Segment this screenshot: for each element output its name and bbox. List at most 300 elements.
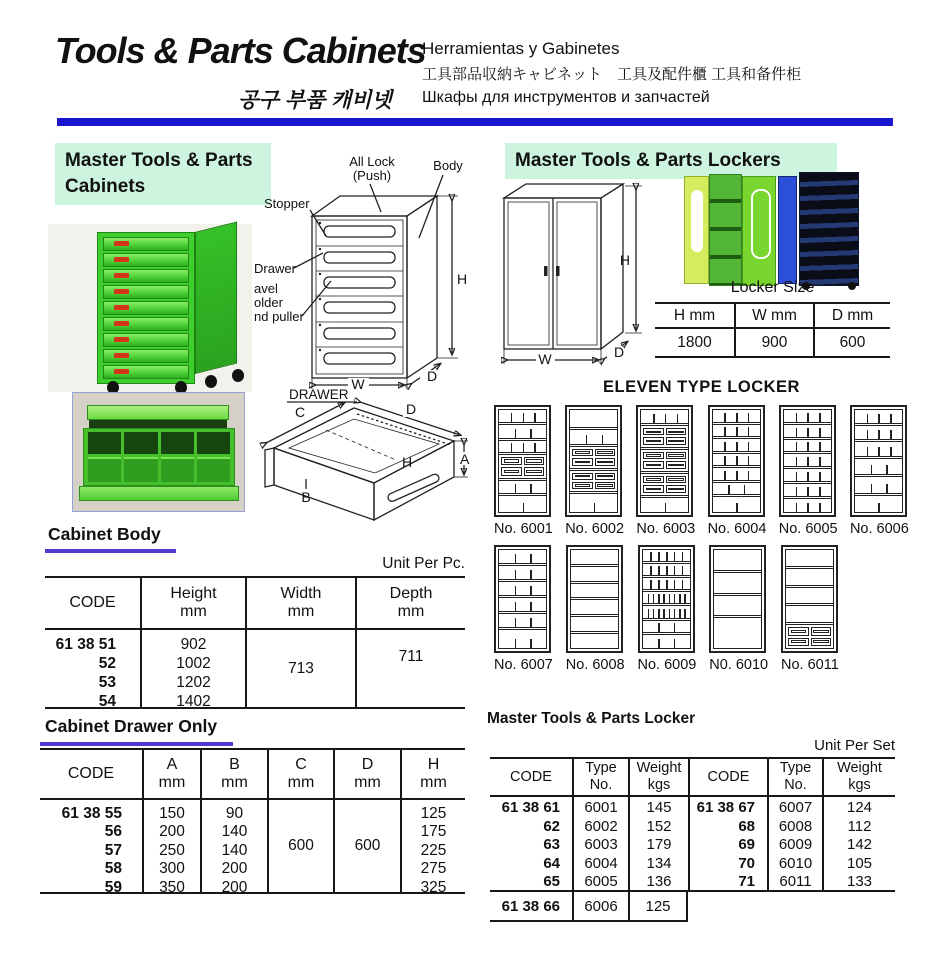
divider-tick	[665, 503, 667, 512]
divider-tick	[736, 456, 738, 465]
value: 200	[221, 860, 248, 878]
drawer-cell	[595, 482, 616, 489]
drawer-cell	[643, 428, 664, 435]
cabinet-photo-drawer	[103, 333, 189, 347]
value: 61 38 66	[501, 897, 560, 915]
divider-tick	[724, 442, 726, 451]
locker-inner	[640, 409, 689, 513]
drawer-photo-compartments-back	[88, 432, 230, 454]
locker-section	[855, 426, 902, 442]
value: 225	[420, 841, 447, 859]
column-header	[688, 759, 767, 797]
locker-size-table	[655, 302, 890, 358]
divider-tick	[736, 442, 738, 451]
divider-tick	[684, 594, 686, 603]
column-header	[140, 578, 245, 630]
column-header	[333, 750, 400, 800]
value: 61 38 61	[501, 799, 560, 816]
column-header	[767, 759, 822, 797]
divider-tick	[515, 484, 517, 493]
divider-tick	[867, 414, 869, 423]
blue-locker-door	[778, 176, 797, 284]
divider-tick	[515, 639, 517, 648]
divider-tick	[650, 566, 652, 575]
column-sublabel: No.	[589, 777, 613, 793]
subtitle-russian: Шкафы для инструментов и запчастей	[422, 89, 710, 106]
divider-tick	[807, 472, 809, 481]
locker-size-title: Locker Size	[730, 279, 815, 296]
locker-section	[571, 617, 618, 634]
divider-tick	[658, 623, 660, 632]
locker-section	[855, 410, 902, 426]
divider-tick	[748, 456, 750, 465]
drawer-cell	[501, 467, 522, 475]
size-value: 600	[813, 329, 890, 356]
value: 53	[98, 674, 116, 691]
locker-section	[499, 425, 546, 440]
locker-box	[638, 545, 695, 653]
drawer-diagram-title: DRAWER	[289, 387, 349, 402]
locker-section	[570, 494, 617, 512]
locker-section	[713, 454, 760, 469]
value: 250	[159, 841, 185, 859]
divider-tick	[534, 413, 536, 422]
heading-line1: Master Tools & Parts	[65, 150, 253, 171]
diagram-label-holder-1: avel	[254, 281, 278, 296]
column-sublabel: mm	[287, 774, 315, 791]
locker-section	[643, 635, 690, 648]
a-list	[142, 800, 200, 896]
eleven-type-heading: ELEVEN TYPE LOCKER	[603, 378, 800, 396]
locker-section	[643, 578, 690, 592]
page-title: Tools & Parts Cabinets	[55, 30, 426, 71]
value: 59	[104, 878, 122, 896]
value: 1002	[176, 655, 211, 672]
drawer-cell	[572, 449, 593, 456]
locker-section	[786, 625, 833, 648]
value: 57	[104, 841, 122, 859]
width-value	[245, 630, 355, 707]
column-label: B	[229, 755, 240, 773]
divider-tick	[648, 594, 650, 603]
dim-label-a: A	[460, 451, 470, 467]
column-header: W mm	[734, 304, 813, 329]
locker-section	[499, 598, 546, 614]
divider-tick	[515, 429, 517, 438]
locker-section	[641, 410, 688, 426]
value: 6007	[778, 799, 813, 816]
column-header	[490, 759, 572, 797]
locker-box	[709, 545, 766, 653]
blue-locker-shelves	[799, 172, 859, 286]
value: 61 38 67	[696, 799, 755, 816]
drawer-cell	[595, 458, 616, 465]
locker-section	[571, 600, 618, 617]
drawer-cell	[643, 461, 664, 468]
cabinet-photo-drawer	[103, 253, 189, 267]
size-value: 1800	[677, 333, 712, 351]
cabinet-body-table	[45, 576, 465, 709]
locker-section	[570, 447, 617, 471]
divider-tick	[677, 414, 679, 423]
divider-tick	[586, 435, 588, 444]
divider-tick	[807, 428, 809, 437]
divider-tick	[665, 414, 667, 423]
divider-tick	[515, 586, 517, 595]
subtitle-cjk: 工具部品収納キャビネット 工具及配件櫃 工具和备件柜	[422, 66, 802, 83]
value: 902	[180, 636, 207, 653]
locker-section	[570, 410, 617, 430]
locker-box	[850, 405, 907, 517]
drawer-cell	[666, 437, 687, 444]
cabinets-section-heading	[55, 143, 271, 205]
column-header	[40, 750, 142, 800]
locker-inner	[783, 409, 832, 513]
unit-per-set-label: Unit Per Set	[814, 737, 895, 754]
divider-tick	[807, 442, 809, 451]
divider-tick	[748, 413, 750, 422]
divider-tick	[511, 413, 513, 422]
divider-tick	[796, 487, 798, 496]
cabinet-photo-side	[195, 222, 237, 374]
divider-tick	[530, 639, 532, 648]
drawer-cell	[788, 627, 809, 635]
value: 152	[646, 817, 672, 835]
value: 6005	[584, 873, 618, 891]
locker-number-label: No. 6008	[565, 657, 625, 673]
locker-table-footer	[490, 892, 688, 922]
divider-tick	[819, 457, 821, 466]
locker-table-heading: Master Tools & Parts Locker	[487, 710, 696, 727]
locker-type-diagram	[494, 405, 551, 537]
locker-section	[713, 439, 760, 454]
locker-section	[499, 481, 546, 496]
locker-type-diagram	[638, 545, 695, 673]
depth-value	[355, 630, 465, 707]
locker-section	[784, 484, 831, 499]
value: 71	[738, 873, 755, 891]
locker-type-diagram	[850, 405, 907, 537]
divider-tick	[511, 443, 513, 452]
cabinet-body-heading: Cabinet Body	[48, 524, 161, 544]
divider-tick	[653, 594, 655, 603]
d-value	[333, 800, 400, 892]
header-divider	[57, 118, 893, 126]
divider-tick	[890, 447, 892, 456]
divider-tick	[807, 487, 809, 496]
drawer-photo-body	[83, 428, 235, 486]
column-header	[572, 759, 628, 797]
divider-tick	[807, 503, 809, 512]
divider-tick	[724, 471, 726, 480]
column-sublabel: No.	[784, 777, 807, 793]
divider-tick	[796, 457, 798, 466]
locker-section	[571, 584, 618, 601]
c-value	[267, 800, 333, 892]
divider-tick	[530, 602, 532, 611]
locker-section	[786, 606, 833, 625]
divider-tick	[666, 580, 668, 589]
locker-number-label: No. 6002	[565, 521, 625, 537]
value: 600	[288, 836, 314, 854]
cabinet-photo-front	[97, 232, 195, 384]
divider-tick	[658, 594, 660, 603]
divider-tick	[658, 639, 660, 648]
value: 125	[645, 897, 671, 915]
divider-tick	[658, 566, 660, 575]
locker-section	[643, 592, 690, 606]
locker-number-label: N0. 6010	[709, 657, 769, 673]
locker-section	[786, 569, 833, 588]
divider-tick	[515, 602, 517, 611]
locker-type-diagram	[708, 405, 765, 537]
divider-tick	[796, 472, 798, 481]
column-label: Width	[280, 584, 322, 602]
divider-tick	[684, 609, 686, 618]
locker-table	[490, 757, 895, 892]
locker-section	[643, 621, 690, 635]
drawer-cell	[811, 638, 832, 646]
divider-tick	[682, 552, 684, 561]
drawer-cell	[666, 461, 687, 468]
value: 713	[288, 660, 314, 677]
value: 300	[159, 860, 185, 878]
divider-tick	[530, 554, 532, 563]
code-list	[45, 630, 140, 710]
divider-tick	[724, 413, 726, 422]
cabinet-photo	[85, 216, 255, 394]
value: 142	[846, 836, 873, 854]
value: 6008	[778, 817, 813, 835]
divider-tick	[724, 427, 726, 436]
locker-type-diagram	[781, 545, 838, 673]
column-label: CODE	[69, 593, 116, 611]
divider-tick	[515, 570, 517, 579]
value: 175	[420, 823, 447, 841]
column-sublabel: mm	[287, 603, 315, 620]
divider-tick	[682, 566, 684, 575]
locker-section	[499, 410, 546, 425]
dim-label-c: C	[294, 404, 306, 420]
locker-section	[714, 596, 761, 619]
page-title-korean: 공구 부품 캐비넷	[238, 89, 392, 112]
diagram-label-stopper: Stopper	[264, 196, 310, 211]
divider-tick	[886, 484, 888, 493]
caster-wheel	[232, 369, 244, 382]
column-sublabel: kgs	[647, 777, 671, 793]
locker-section	[499, 566, 546, 582]
drawer-cell	[666, 485, 687, 492]
column-sublabel: mm	[180, 603, 207, 620]
divider-tick	[674, 552, 676, 561]
locker-section	[499, 496, 546, 512]
divider-tick	[650, 580, 652, 589]
subtitle-spanish: Herramientas y Gabinetes	[422, 39, 620, 58]
drawer-photo	[72, 392, 245, 512]
drawer-cell	[643, 437, 664, 444]
value: 58	[104, 860, 122, 878]
divider-tick	[871, 484, 873, 493]
value: 1202	[176, 674, 211, 691]
divider-tick	[523, 503, 525, 512]
divider-tick	[523, 443, 525, 452]
divider-tick	[736, 427, 738, 436]
locker-inner	[642, 549, 691, 649]
column-header	[267, 750, 333, 800]
diagram-label-body: Body	[433, 158, 463, 173]
divider-tick	[878, 414, 880, 423]
value: 136	[646, 873, 672, 891]
code-value	[490, 892, 572, 920]
diagram-label-holder-3: nd puller	[254, 309, 304, 324]
locker-box	[494, 545, 551, 653]
column-label: CODE	[510, 768, 552, 785]
cabinet-photo-drawer	[103, 237, 189, 251]
value: 124	[846, 799, 873, 816]
locker-inner	[854, 409, 903, 513]
locker-inner	[713, 549, 762, 649]
drawer-cell	[595, 449, 616, 456]
unit-per-pc-label: Unit Per Pc.	[382, 555, 465, 572]
locker-section	[784, 469, 831, 484]
locker-number-label: No. 6006	[849, 521, 909, 537]
cabinet-photo-drawer	[103, 269, 189, 283]
divider-tick	[653, 414, 655, 423]
locker-section	[641, 474, 688, 498]
value: 90	[225, 805, 244, 822]
locker-section	[786, 550, 833, 569]
blue-locker-photo	[778, 172, 862, 290]
value: 600	[354, 836, 381, 854]
drawer-cell	[572, 482, 593, 489]
locker-inner	[712, 409, 761, 513]
size-value: 900	[734, 329, 813, 356]
locker-box	[636, 405, 693, 517]
locker-section	[855, 442, 902, 458]
locker-section	[784, 425, 831, 440]
locker-box	[565, 405, 622, 517]
divider-tick	[674, 623, 676, 632]
divider-tick	[736, 503, 738, 512]
value: 6010	[778, 854, 813, 872]
cabinet-diagram	[252, 150, 470, 390]
column-sublabel: mm	[221, 774, 248, 791]
drawer-cell	[572, 458, 593, 465]
value: 145	[646, 799, 672, 816]
divider-tick	[679, 609, 681, 618]
caster-wheel	[205, 375, 217, 388]
divider-tick	[530, 484, 532, 493]
locker-number-label: No. 6003	[636, 521, 696, 537]
divider-tick	[819, 503, 821, 512]
drawer-cell	[666, 476, 687, 483]
value: 350	[159, 878, 185, 896]
value: 70	[738, 854, 755, 872]
cabinet-drawer-heading: Cabinet Drawer Only	[45, 716, 218, 736]
locker-section	[713, 410, 760, 425]
locker-section	[784, 440, 831, 455]
drawer-cell	[524, 457, 545, 465]
divider-tick	[878, 430, 880, 439]
dim-label-d: D	[427, 368, 438, 384]
locker-number-label: No. 6004	[707, 521, 767, 537]
divider-tick	[669, 594, 671, 603]
drawer-photo-front-bar	[87, 405, 229, 420]
divider-tick	[886, 465, 888, 474]
drawer-cell	[666, 428, 687, 435]
locker-section	[784, 499, 831, 512]
dim-label-w: W	[351, 376, 365, 390]
green-locker-interior-shelves	[709, 174, 742, 286]
column-header	[400, 750, 465, 800]
drawer-cell	[788, 638, 809, 646]
value: 179	[646, 836, 672, 854]
column-label: Height	[170, 584, 217, 602]
divider-tick	[724, 456, 726, 465]
type-list	[767, 797, 822, 890]
divider-tick	[534, 443, 536, 452]
type-value	[572, 892, 628, 920]
divider-tick	[796, 428, 798, 437]
divider-tick	[807, 413, 809, 422]
drawer-cell	[595, 473, 616, 480]
divider-tick	[515, 618, 517, 627]
diagram-label-all-lock-sub: (Push)	[352, 168, 392, 183]
cabinet-body-underline	[45, 549, 176, 553]
divider-tick	[658, 580, 660, 589]
value: 63	[543, 836, 560, 854]
locker-section	[714, 573, 761, 596]
locker-section	[855, 477, 902, 496]
locker-section	[714, 550, 761, 573]
locker-section	[499, 614, 546, 630]
divider-tick	[530, 586, 532, 595]
divider-tick	[674, 639, 676, 648]
value: 325	[420, 878, 447, 896]
divider-tick	[674, 594, 676, 603]
value: 275	[420, 860, 447, 878]
value: 6004	[584, 854, 618, 872]
divider-tick	[658, 552, 660, 561]
divider-tick	[878, 447, 880, 456]
divider-tick	[736, 413, 738, 422]
column-header	[355, 578, 465, 630]
value: 65	[543, 873, 560, 891]
column-sublabel: kgs	[848, 777, 871, 793]
value: 112	[847, 817, 872, 835]
locker-box	[781, 545, 838, 653]
locker-inner	[785, 549, 834, 649]
value: 105	[846, 854, 873, 872]
divider-tick	[602, 435, 604, 444]
column-sublabel: mm	[354, 774, 381, 791]
locker-section	[570, 430, 617, 447]
divider-tick	[674, 566, 676, 575]
locker-section	[643, 550, 690, 564]
locker-number-label: No. 6009	[637, 657, 697, 673]
locker-inner	[570, 549, 619, 649]
divider-tick	[819, 472, 821, 481]
value: 6001	[584, 799, 618, 816]
column-label: Type	[585, 760, 617, 777]
locker-section	[641, 498, 688, 512]
divider-tick	[871, 465, 873, 474]
divider-tick	[796, 442, 798, 451]
locker-type-diagram	[494, 545, 551, 673]
locker-diagram-row-2	[494, 545, 838, 673]
locker-section	[855, 496, 902, 512]
drawer-photo-opening	[89, 420, 227, 428]
